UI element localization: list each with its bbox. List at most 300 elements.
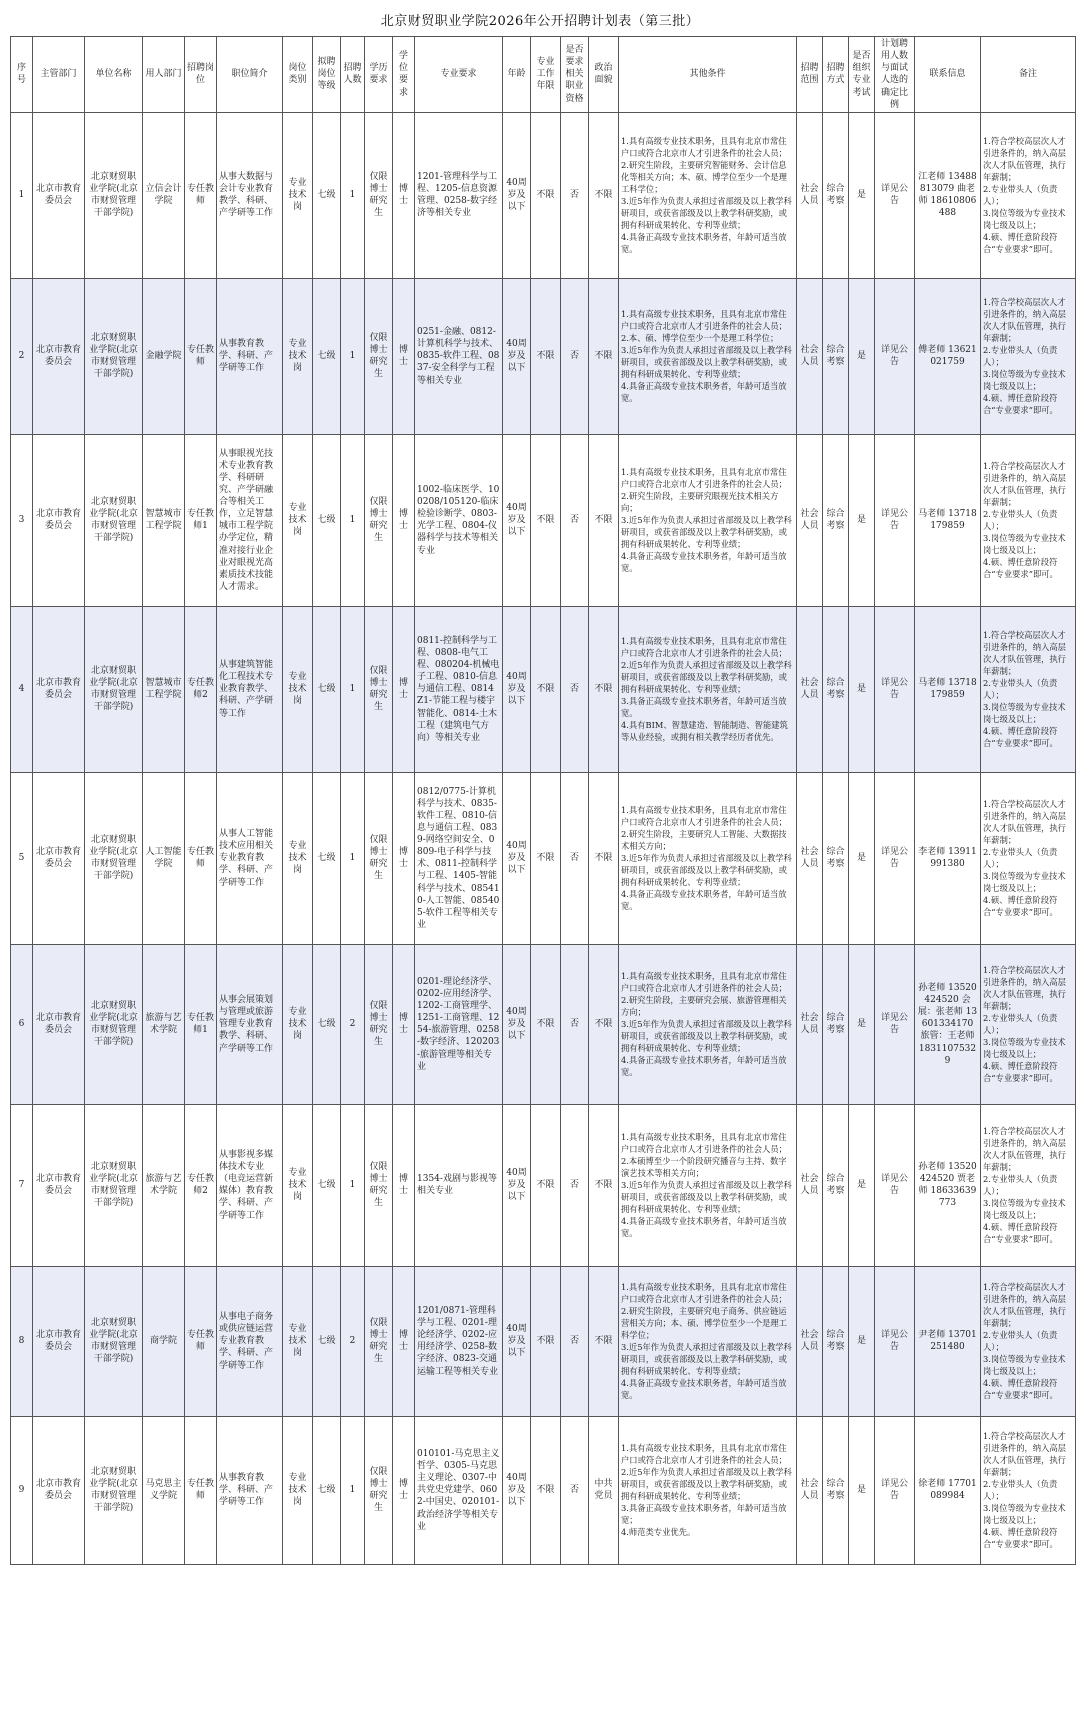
- hiring-dept: 旅游与艺术学院: [143, 1104, 185, 1266]
- remark-line: 1.符合学校高层次人才引进条件的，纳入高层次人才队伍管理，执行年薪制；: [983, 1126, 1066, 1173]
- major-req: 010101-马克思主义哲学、0305-马克思主义理论、0307-中共党史党建学、0602-中国史、020101-政治经济学等相关专业: [415, 1416, 503, 1564]
- header-col-exam: 是否组织专业考试: [849, 37, 875, 113]
- post-intro: 从事建筑智能化工程技术专业教育教学、科研、产学研等工作: [217, 606, 283, 772]
- degree-req: 博士: [393, 772, 415, 944]
- post-name: 专任教师: [185, 772, 217, 944]
- remark-line: 1.符合学校高层次人才引进条件的，纳入高层次人才队伍管理，执行年薪制；: [983, 136, 1066, 183]
- recruit-scope: 社会人员: [797, 1104, 823, 1266]
- post-name: 专任教师1: [185, 434, 217, 606]
- header-col-major: 专业要求: [415, 37, 503, 113]
- remark-line: 3.岗位等级为专业技术岗七级及以上；: [983, 1503, 1066, 1526]
- remark-line: 1.符合学校高层次人才引进条件的，纳入高层次人才队伍管理，执行年薪制；: [983, 799, 1066, 846]
- hire-ratio: 详见公告: [875, 112, 915, 278]
- other-condition-line: 1.具有高级专业技术职务，且具有北京市常住户口或符合北京市人才引进条件的社会人员；: [621, 971, 787, 994]
- post-name: 专任教师2: [185, 1104, 217, 1266]
- other-condition-line: 2.近5年作为负责人承担过省部级及以上教学科研项目，或获省部级及以上教学科研奖励，或拥有科研成果转化、专利等业绩；: [621, 660, 792, 695]
- unit-name: 北京财贸职业学院(北京市财贸管理干部学院): [85, 606, 143, 772]
- post-level: 七级: [313, 112, 341, 278]
- age-req: 40周岁及以下: [503, 434, 531, 606]
- post-category: 专业技术岗: [283, 944, 313, 1104]
- other-condition-line: 4.具备正高级专业技术职务者，年龄可适当放宽。: [621, 1216, 787, 1239]
- contact-info: 尹老师 13701251480: [915, 1266, 981, 1416]
- remark-line: 2.专业带头人（负责人）；: [983, 509, 1058, 532]
- work-years: 不限: [531, 772, 561, 944]
- remark-line: 3.岗位等级为专业技术岗七级及以上；: [983, 208, 1066, 231]
- post-level: 七级: [313, 278, 341, 434]
- degree-req: 博士: [393, 1104, 415, 1266]
- recruit-scope: 社会人员: [797, 606, 823, 772]
- unit-name: 北京财贸职业学院(北京市财贸管理干部学院): [85, 434, 143, 606]
- recruit-method: 综合考察: [823, 112, 849, 278]
- supervising-dept: 北京市教育委员会: [33, 944, 85, 1104]
- education-req: 仅限博士研究生: [365, 944, 393, 1104]
- hire-count: 2: [341, 1266, 365, 1416]
- header-col-degree: 学位要求: [393, 37, 415, 113]
- remarks: [981, 1416, 1076, 1564]
- remark-line: 3.岗位等级为专业技术岗七级及以上；: [983, 1037, 1066, 1060]
- exam-required: 是: [849, 434, 875, 606]
- other-condition-line: 4.师范类专业优先。: [621, 1527, 696, 1538]
- remarks: [981, 1266, 1076, 1416]
- hire-count: 1: [341, 772, 365, 944]
- hire-ratio: 详见公告: [875, 1416, 915, 1564]
- exam-required: 是: [849, 278, 875, 434]
- work-years: 不限: [531, 1266, 561, 1416]
- unit-name: 北京财贸职业学院(北京市财贸管理干部学院): [85, 772, 143, 944]
- exam-required: 是: [849, 772, 875, 944]
- hiring-dept: 人工智能学院: [143, 772, 185, 944]
- contact-info: 傅老师 13621021759: [915, 278, 981, 434]
- recruit-scope: 社会人员: [797, 772, 823, 944]
- degree-req: 博士: [393, 1266, 415, 1416]
- exam-required: 是: [849, 606, 875, 772]
- certificate-req: 否: [561, 1104, 589, 1266]
- remark-line: 3.岗位等级为专业技术岗七级及以上；: [983, 871, 1066, 894]
- post-intro: 从事影视多媒体技术专业（电竞运营新媒体）教育教学、科研、产学研等工作: [217, 1104, 283, 1266]
- major-req: 0812/0775-计算机科学与技术、0835-软件工程、0810-信息与通信工程、0839-网络空间安全、0809-电子科学与技术、0811-控制科学与工程、1405-智能科学与技术、085410-人工智能、085405-软件工程等相关专业: [415, 772, 503, 944]
- contact-info: 孙老师 13520424520 会展：张老师 13601334170 旅管：王老师 18311075329: [915, 944, 981, 1104]
- table-row: [11, 434, 1076, 606]
- header-col-certificate: 是否要求相关职业资格: [561, 37, 589, 113]
- hire-count: 1: [341, 112, 365, 278]
- exam-required: 是: [849, 1416, 875, 1564]
- education-req: 仅限博士研究生: [365, 606, 393, 772]
- table-row: [11, 944, 1076, 1104]
- other-condition-line: 3.近5年作为负责人承担过省部级及以上教学科研项目，或获省部级及以上教学科研奖励，或拥有科研成果转化、专利等业绩；: [621, 196, 792, 231]
- remark-line: 2.专业带头人（负责人）；: [983, 1479, 1058, 1502]
- table-row: [11, 1104, 1076, 1266]
- hiring-dept: 商学院: [143, 1266, 185, 1416]
- post-category: 专业技术岗: [283, 606, 313, 772]
- hire-count: 1: [341, 434, 365, 606]
- header-col-unit-name: 单位名称: [85, 37, 143, 113]
- recruit-scope: 社会人员: [797, 944, 823, 1104]
- supervising-dept: 北京市教育委员会: [33, 606, 85, 772]
- work-years: 不限: [531, 434, 561, 606]
- certificate-req: 否: [561, 606, 589, 772]
- recruit-method: 综合考察: [823, 1104, 849, 1266]
- supervising-dept: 北京市教育委员会: [33, 112, 85, 278]
- degree-req: 博士: [393, 434, 415, 606]
- other-condition-line: 4.具备正高级专业技术职务者，年龄可适当放宽。: [621, 232, 787, 255]
- remark-line: 4.硕、博任意阶段符合“专业要求”即可。: [983, 393, 1058, 416]
- header-col-hiring-dept: 用人部门: [143, 37, 185, 113]
- post-intro: 从事人工智能技术应用相关专业教育教学、科研、产学研等工作: [217, 772, 283, 944]
- age-req: 40周岁及以下: [503, 112, 531, 278]
- post-level: 七级: [313, 1104, 341, 1266]
- supervising-dept: 北京市教育委员会: [33, 1416, 85, 1564]
- post-intro: 从事眼视光技术专业教育教学、科研研究、产学研融合等相关工作，立足智慧城市工程学院办学定位，精准对接行业企业对眼视光高素质技术技能人才需求。: [217, 434, 283, 606]
- other-condition-line: 3.近5年作为负责人承担过省部级及以上教学科研项目，或获省部级及以上教学科研奖励，或拥有科研成果转化、专利等业绩；: [621, 1342, 792, 1377]
- table-row: [11, 1266, 1076, 1416]
- unit-name: 北京财贸职业学院(北京市财贸管理干部学院): [85, 1104, 143, 1266]
- remark-line: 1.符合学校高层次人才引进条件的，纳入高层次人才队伍管理，执行年薪制；: [983, 1431, 1066, 1478]
- post-category: 专业技术岗: [283, 772, 313, 944]
- post-level: 七级: [313, 1416, 341, 1564]
- age-req: 40周岁及以下: [503, 1104, 531, 1266]
- other-condition-line: 3.近5年作为负责人承担过省部级及以上教学科研项目，或获省部级及以上教学科研奖励，或拥有科研成果转化、专利等业绩；: [621, 1019, 792, 1054]
- other-condition-line: 1.具有高级专业技术职务，且具有北京市常住户口或符合北京市人才引进条件的社会人员；: [621, 467, 787, 490]
- contact-info: 江老师 13488813079 曲老师 18610806488: [915, 112, 981, 278]
- major-req: 1002-临床医学、100208/105120-临床检验诊断学、0803-光学工程、0804-仪器科学与技术等相关专业: [415, 434, 503, 606]
- contact-info: 马老师 13718179859: [915, 606, 981, 772]
- major-req: 1201/0871-管理科学与工程、0201-理论经济学、0202-应用经济学、0258-数字经济、0823-交通运输工程等相关专业: [415, 1266, 503, 1416]
- other-conditions: [619, 1266, 797, 1416]
- other-condition-line: 1.具有高级专业技术职务，且具有北京市常住户口或符合北京市人才引进条件的社会人员；: [621, 309, 787, 332]
- degree-req: 博士: [393, 606, 415, 772]
- recruit-scope: 社会人员: [797, 434, 823, 606]
- other-condition-line: 2.近5年作为负责人承担过省部级及以上教学科研项目，或获省部级及以上教学科研奖励，或拥有科研成果转化、专利等业绩；: [621, 1467, 792, 1502]
- education-req: 仅限博士研究生: [365, 772, 393, 944]
- remark-line: 4.硕、博任意阶段符合“专业要求”即可。: [983, 232, 1058, 255]
- post-name: 专任教师1: [185, 944, 217, 1104]
- remark-line: 1.符合学校高层次人才引进条件的，纳入高层次人才队伍管理，执行年薪制；: [983, 965, 1066, 1012]
- row-index: 1: [11, 112, 33, 278]
- remark-line: 1.符合学校高层次人才引进条件的，纳入高层次人才队伍管理，执行年薪制；: [983, 630, 1066, 677]
- other-condition-line: 4.具备正高级专业技术职务者，年龄可适当放宽。: [621, 551, 787, 574]
- exam-required: 是: [849, 944, 875, 1104]
- degree-req: 博士: [393, 112, 415, 278]
- row-index: 7: [11, 1104, 33, 1266]
- hiring-dept: 金融学院: [143, 278, 185, 434]
- post-level: 七级: [313, 606, 341, 772]
- education-req: 仅限博士研究生: [365, 1104, 393, 1266]
- politics-req: 中共党员: [589, 1416, 619, 1564]
- hire-count: 1: [341, 1416, 365, 1564]
- contact-info: 孙老师 13520424520 贾老师 18633639773: [915, 1104, 981, 1266]
- unit-name: 北京财贸职业学院(北京市财贸管理干部学院): [85, 944, 143, 1104]
- age-req: 40周岁及以下: [503, 278, 531, 434]
- header-col-post: 招聘岗位: [185, 37, 217, 113]
- age-req: 40周岁及以下: [503, 1266, 531, 1416]
- post-level: 七级: [313, 434, 341, 606]
- other-condition-line: 3.具备正高级专业技术职务者，年龄可适当放宽；: [621, 1503, 787, 1526]
- header-col-method: 招聘方式: [823, 37, 849, 113]
- work-years: 不限: [531, 944, 561, 1104]
- post-category: 专业技术岗: [283, 1266, 313, 1416]
- remark-line: 1.符合学校高层次人才引进条件的，纳入高层次人才队伍管理，执行年薪制；: [983, 297, 1066, 344]
- table-row: [11, 1416, 1076, 1564]
- major-req: 1201-管理科学与工程、1205-信息资源管理、0258-数字经济等相关专业: [415, 112, 503, 278]
- remarks: [981, 278, 1076, 434]
- hiring-dept: 智慧城市工程学院: [143, 606, 185, 772]
- post-name: 专任教师: [185, 278, 217, 434]
- certificate-req: 否: [561, 1266, 589, 1416]
- remark-line: 2.专业带头人（负责人）；: [983, 184, 1058, 207]
- hiring-dept: 旅游与艺术学院: [143, 944, 185, 1104]
- other-condition-line: 2.研究生阶段，主要研究会展、旅游管理相关方向；: [621, 995, 787, 1018]
- contact-info: 马老师 13718179859: [915, 434, 981, 606]
- post-level: 七级: [313, 772, 341, 944]
- header-col-other-conditions: 其他条件: [619, 37, 797, 113]
- hire-ratio: 详见公告: [875, 1104, 915, 1266]
- remark-line: 2.专业带头人（负责人）；: [983, 847, 1058, 870]
- supervising-dept: 北京市教育委员会: [33, 434, 85, 606]
- hire-count: 1: [341, 606, 365, 772]
- exam-required: 是: [849, 1104, 875, 1266]
- other-conditions: [619, 112, 797, 278]
- other-condition-line: 4.具备正高级专业技术职务者，年龄可适当放宽。: [621, 381, 787, 404]
- other-conditions: [619, 1416, 797, 1564]
- post-intro: 从事大数据与会计专业教育教学、科研、产学研等工作: [217, 112, 283, 278]
- header-col-post-category: 岗位类别: [283, 37, 313, 113]
- exam-required: 是: [849, 1266, 875, 1416]
- remarks: [981, 772, 1076, 944]
- other-condition-line: 1.具有高级专业技术职务，且具有北京市常住户口或符合北京市人才引进条件的社会人员；: [621, 1132, 787, 1155]
- post-name: 专任教师: [185, 112, 217, 278]
- other-condition-line: 2.本硕博至少一个阶段研究播音与主持、数字演艺技术等相关方向；: [621, 1156, 787, 1179]
- remark-line: 4.硕、博任意阶段符合“专业要求”即可。: [983, 1378, 1058, 1401]
- other-condition-line: 3.近5年作为负责人承担过省部级及以上教学科研项目，或获省部级及以上教学科研奖励，或拥有科研成果转化、专利等业绩；: [621, 515, 792, 550]
- unit-name: 北京财贸职业学院(北京市财贸管理干部学院): [85, 1266, 143, 1416]
- hiring-dept: 立信会计学院: [143, 112, 185, 278]
- header-col-scope: 招聘范围: [797, 37, 823, 113]
- unit-name: 北京财贸职业学院(北京市财贸管理干部学院): [85, 1416, 143, 1564]
- table-row: [11, 112, 1076, 278]
- recruit-method: 综合考察: [823, 1416, 849, 1564]
- politics-req: 不限: [589, 944, 619, 1104]
- hiring-dept: 马克思主义学院: [143, 1416, 185, 1564]
- other-condition-line: 3.近5年作为负责人承担过省部级及以上教学科研项目，或获省部级及以上教学科研奖励，或拥有科研成果转化、专利等业绩；: [621, 345, 792, 380]
- education-req: 仅限博士研究生: [365, 1416, 393, 1564]
- degree-req: 博士: [393, 944, 415, 1104]
- recruit-method: 综合考察: [823, 434, 849, 606]
- supervising-dept: 北京市教育委员会: [33, 1266, 85, 1416]
- post-intro: 从事教育教学、科研、产学研等工作: [217, 1416, 283, 1564]
- politics-req: 不限: [589, 112, 619, 278]
- remark-line: 4.硕、博任意阶段符合“专业要求”即可。: [983, 557, 1058, 580]
- other-condition-line: 2.研究生阶段，主要研究人工智能、大数据技术相关方向；: [621, 829, 787, 852]
- recruit-method: 综合考察: [823, 606, 849, 772]
- politics-req: 不限: [589, 278, 619, 434]
- recruit-method: 综合考察: [823, 772, 849, 944]
- other-conditions: [619, 606, 797, 772]
- hire-ratio: 详见公告: [875, 606, 915, 772]
- hire-count: 1: [341, 1104, 365, 1266]
- contact-info: 徐老师 17701089984: [915, 1416, 981, 1564]
- education-req: 仅限博士研究生: [365, 278, 393, 434]
- row-index: 3: [11, 434, 33, 606]
- post-category: 专业技术岗: [283, 1104, 313, 1266]
- other-conditions: [619, 944, 797, 1104]
- post-category: 专业技术岗: [283, 112, 313, 278]
- other-conditions: [619, 278, 797, 434]
- other-condition-line: 1.具有高级专业技术职务，且具有北京市常住户口或符合北京市人才引进条件的社会人员；: [621, 636, 787, 659]
- table-row: [11, 278, 1076, 434]
- header-col-contact: 联系信息: [915, 37, 981, 113]
- education-req: 仅限博士研究生: [365, 1266, 393, 1416]
- post-level: 七级: [313, 1266, 341, 1416]
- other-conditions: [619, 772, 797, 944]
- table-body: [11, 112, 1076, 1564]
- politics-req: 不限: [589, 1266, 619, 1416]
- work-years: 不限: [531, 1416, 561, 1564]
- hiring-dept: 智慧城市工程学院: [143, 434, 185, 606]
- other-condition-line: 2.研究生阶段，主要研究电子商务、供应链运营相关方向；本、硕、博学位至少一个是理工科学位；: [621, 1306, 787, 1341]
- other-condition-line: 3.具备正高级专业技术职务者，年龄可适当放宽。: [621, 696, 787, 719]
- certificate-req: 否: [561, 944, 589, 1104]
- header-col-count: 招聘人数: [341, 37, 365, 113]
- certificate-req: 否: [561, 772, 589, 944]
- hire-ratio: 详见公告: [875, 278, 915, 434]
- remark-line: 4.硕、博任意阶段符合“专业要求”即可。: [983, 1527, 1058, 1550]
- education-req: 仅限博士研究生: [365, 434, 393, 606]
- remark-line: 1.符合学校高层次人才引进条件的，纳入高层次人才队伍管理，执行年薪制；: [983, 461, 1066, 508]
- major-req: 0811-控制科学与工程、0808-电气工程、080204-机械电子工程、0810-信息与通信工程、0814Z1-节能工程与楼宇智能化、0814-土木工程（建筑电气方向）等相关专业: [415, 606, 503, 772]
- work-years: 不限: [531, 606, 561, 772]
- row-index: 8: [11, 1266, 33, 1416]
- degree-req: 博士: [393, 278, 415, 434]
- work-years: 不限: [531, 278, 561, 434]
- row-index: 5: [11, 772, 33, 944]
- remarks: [981, 944, 1076, 1104]
- remarks: [981, 606, 1076, 772]
- work-years: 不限: [531, 1104, 561, 1266]
- remark-line: 4.硕、博任意阶段符合“专业要求”即可。: [983, 1222, 1058, 1245]
- major-req: 0251-金融、0812-计算机科学与技术、0835-软件工程、0837-安全科学与工程等相关专业: [415, 278, 503, 434]
- remark-line: 4.硕、博任意阶段符合“专业要求”即可。: [983, 895, 1058, 918]
- header-col-ratio: 计划聘用人数与面试人选的确定比例: [875, 37, 915, 113]
- hire-ratio: 详见公告: [875, 772, 915, 944]
- other-condition-line: 1.具有高级专业技术职务，且具有北京市常住户口或符合北京市人才引进条件的社会人员；: [621, 805, 787, 828]
- supervising-dept: 北京市教育委员会: [33, 1104, 85, 1266]
- row-index: 9: [11, 1416, 33, 1564]
- hire-ratio: 详见公告: [875, 944, 915, 1104]
- remark-line: 2.专业带头人（负责人）；: [983, 678, 1058, 701]
- remark-line: 1.符合学校高层次人才引进条件的，纳入高层次人才队伍管理，执行年薪制；: [983, 1282, 1066, 1329]
- unit-name: 北京财贸职业学院(北京市财贸管理干部学院): [85, 278, 143, 434]
- remark-line: 3.岗位等级为专业技术岗七级及以上；: [983, 533, 1066, 556]
- header-row: [11, 37, 1076, 113]
- other-condition-line: 2.本、硕、博学位至少一个是理工科学位；: [621, 333, 779, 344]
- other-condition-line: 4.具有BIM、智慧建造、智能制造、智能建筑等从业经验，或拥有相关教学经历者优先。: [621, 720, 788, 743]
- header-col-post-level: 拟聘岗位等级: [313, 37, 341, 113]
- table-row: [11, 606, 1076, 772]
- exam-required: 是: [849, 112, 875, 278]
- remark-line: 4.硕、博任意阶段符合“专业要求”即可。: [983, 1061, 1058, 1084]
- work-years: 不限: [531, 112, 561, 278]
- recruit-scope: 社会人员: [797, 1416, 823, 1564]
- row-index: 2: [11, 278, 33, 434]
- hire-count: 1: [341, 278, 365, 434]
- age-req: 40周岁及以下: [503, 944, 531, 1104]
- major-req: 0201-理论经济学、0202-应用经济学、1202-工商管理学、1251-工商管理、1254-旅游管理、0258-数字经济、120203-旅游管理等相关专业: [415, 944, 503, 1104]
- post-name: 专任教师2: [185, 606, 217, 772]
- other-condition-line: 2.研究生阶段，主要研究智能财务、会计信息化等相关方向；本、硕、博学位至少一个是理工科学位；: [621, 160, 787, 195]
- post-category: 专业技术岗: [283, 434, 313, 606]
- header-col-education: 学历要求: [365, 37, 393, 113]
- certificate-req: 否: [561, 434, 589, 606]
- major-req: 1354-戏剧与影视等相关专业: [415, 1104, 503, 1266]
- certificate-req: 否: [561, 1416, 589, 1564]
- remark-line: 3.岗位等级为专业技术岗七级及以上；: [983, 1354, 1066, 1377]
- header-col-index: 序号: [11, 37, 33, 113]
- remark-line: 3.岗位等级为专业技术岗七级及以上；: [983, 702, 1066, 725]
- age-req: 40周岁及以下: [503, 772, 531, 944]
- recruit-scope: 社会人员: [797, 278, 823, 434]
- politics-req: 不限: [589, 606, 619, 772]
- age-req: 40周岁及以下: [503, 606, 531, 772]
- table-row: [11, 772, 1076, 944]
- post-name: 专任教师: [185, 1266, 217, 1416]
- remarks: [981, 434, 1076, 606]
- other-condition-line: 4.具备正高级专业技术职务者，年龄可适当放宽。: [621, 1055, 787, 1078]
- other-conditions: [619, 1104, 797, 1266]
- education-req: 仅限博士研究生: [365, 112, 393, 278]
- post-category: 专业技术岗: [283, 278, 313, 434]
- recruit-method: 综合考察: [823, 944, 849, 1104]
- other-condition-line: 3.近5年作为负责人承担过省部级及以上教学科研项目，或获省部级及以上教学科研奖励，或拥有科研成果转化、专利等业绩；: [621, 1180, 792, 1215]
- contact-info: 李老师 13911991380: [915, 772, 981, 944]
- header-col-supervising-dept: 主管部门: [33, 37, 85, 113]
- post-intro: 从事教育教学、科研、产学研等工作: [217, 278, 283, 434]
- post-category: 专业技术岗: [283, 1416, 313, 1564]
- degree-req: 博士: [393, 1416, 415, 1564]
- remark-line: 2.专业带头人（负责人）；: [983, 1174, 1058, 1197]
- hire-ratio: 详见公告: [875, 1266, 915, 1416]
- remark-line: 2.专业带头人（负责人）；: [983, 345, 1058, 368]
- remarks: [981, 1104, 1076, 1266]
- remark-line: 3.岗位等级为专业技术岗七级及以上；: [983, 369, 1066, 392]
- other-condition-line: 3.近5年作为负责人承担过省部级及以上教学科研项目，或获省部级及以上教学科研奖励，或拥有科研成果转化、专利等业绩；: [621, 853, 792, 888]
- header-col-politics: 政治面貌: [589, 37, 619, 113]
- other-condition-line: 4.具备正高级专业技术职务者，年龄可适当放宽。: [621, 1378, 787, 1401]
- unit-name: 北京财贸职业学院(北京市财贸管理干部学院): [85, 112, 143, 278]
- politics-req: 不限: [589, 434, 619, 606]
- post-level: 七级: [313, 944, 341, 1104]
- recruit-method: 综合考察: [823, 1266, 849, 1416]
- remarks: [981, 112, 1076, 278]
- other-conditions: [619, 434, 797, 606]
- recruit-scope: 社会人员: [797, 112, 823, 278]
- header-col-age: 年龄: [503, 37, 531, 113]
- other-condition-line: 1.具有高级专业技术职务，且具有北京市常住户口或符合北京市人才引进条件的社会人员；: [621, 1443, 787, 1466]
- recruitment-plan-table: [10, 36, 1076, 1565]
- age-req: 40周岁及以下: [503, 1416, 531, 1564]
- politics-req: 不限: [589, 772, 619, 944]
- politics-req: 不限: [589, 1104, 619, 1266]
- hire-ratio: 详见公告: [875, 434, 915, 606]
- supervising-dept: 北京市教育委员会: [33, 278, 85, 434]
- certificate-req: 否: [561, 278, 589, 434]
- other-condition-line: 4.具备正高级专业技术职务者，年龄可适当放宽。: [621, 889, 787, 912]
- row-index: 4: [11, 606, 33, 772]
- post-intro: 从事会展策划与管理或旅游管理专业教育教学、科研、产学研等工作: [217, 944, 283, 1104]
- other-condition-line: 1.具有高级专业技术职务，且具有北京市常住户口或符合北京市人才引进条件的社会人员；: [621, 1282, 787, 1305]
- page-title: 北京财贸职业学院2026年公开招聘计划表（第三批）: [380, 14, 700, 29]
- other-condition-line: 2.研究生阶段，主要研究眼视光技术相关方向；: [621, 491, 779, 514]
- post-name: 专任教师: [185, 1416, 217, 1564]
